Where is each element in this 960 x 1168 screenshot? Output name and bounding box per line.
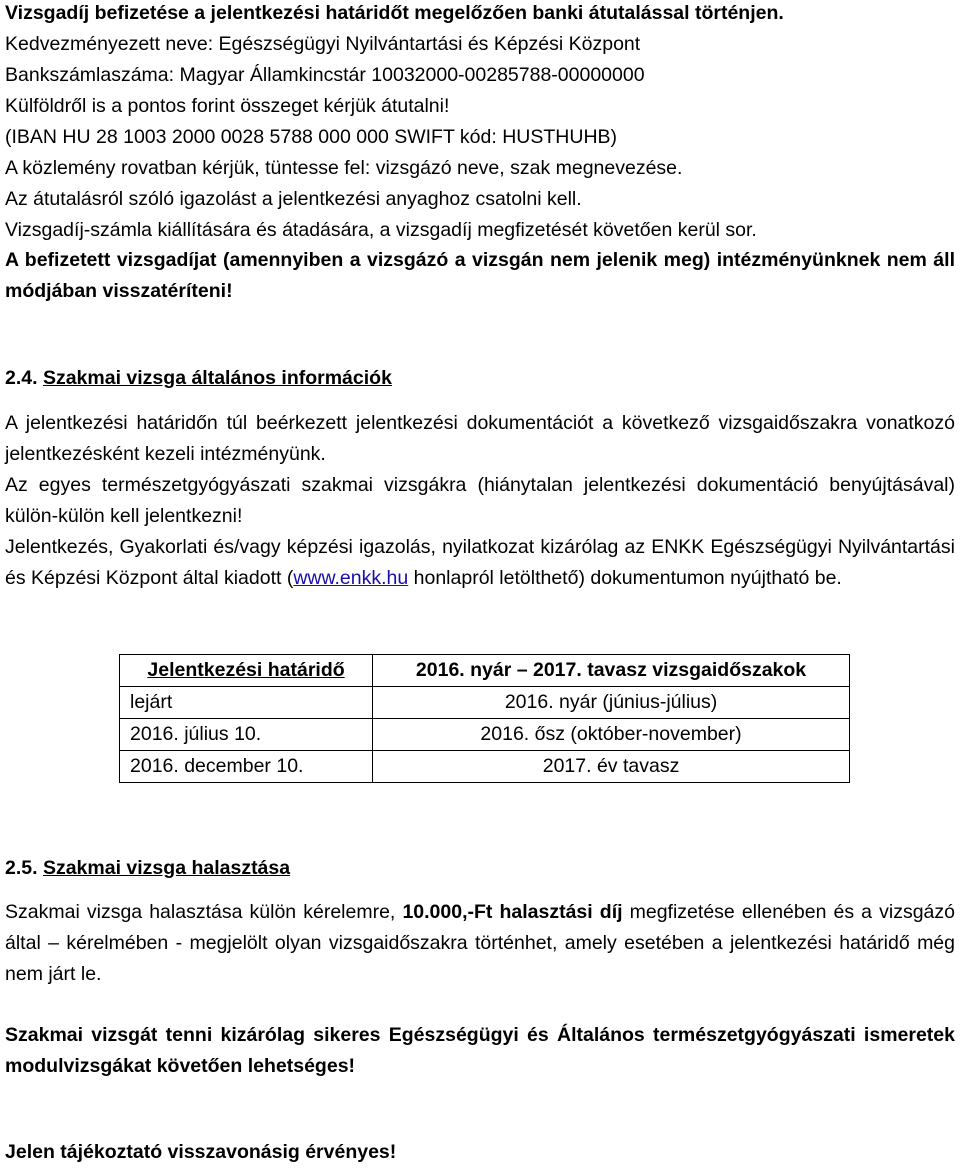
table-row	[120, 687, 850, 719]
section-2-5-heading	[5, 853, 290, 884]
section-title: Szakmai vizsga halasztása	[42, 857, 291, 879]
table-cell-period: 2016. nyár (június-július)	[373, 687, 850, 719]
beneficiary-name: Kedvezményezett neve: Egészségügyi Nyilvántartási és Képzési Központ	[5, 33, 641, 55]
payment-title: Vizsgadíj befizetése a jelentkezési határidőt megelőzően banki átutalással történjen.	[5, 2, 784, 24]
forms-paragraph	[5, 532, 955, 594]
table-cell-deadline: 2016. december 10.	[120, 751, 373, 783]
table-cell-period: 2016. ősz (október-november)	[373, 719, 850, 751]
table-row	[120, 719, 850, 751]
enkk-website-link[interactable]: www.enkk.hu	[293, 567, 409, 590]
validity-note: Jelen tájékoztató visszavonásig érvényes!	[5, 1141, 397, 1163]
refund-warning: A befizetett vizsgadíjat (amennyiben a vizsgázó a vizsgán nem jelenik meg) intézményünknek nem áll módjában visszatéríteni!	[5, 249, 955, 303]
late-application-paragraph: A jelentkezési határidőn túl beérkezett jelentkezési dokumentációt a következő vizsgaidőszakra vonatkozó jelentkezésként kezeli intézményünk.	[5, 412, 955, 466]
separate-application-paragraph: Az egyes természetgyógyászati szakmai vizsgákra (hiánytalan jelentkezési dokumentáció benyújtásával) külön-külön kell jelentkezni!	[5, 474, 955, 528]
forms-text-after: honlapról letölthető) dokumentumon nyújtható be.	[408, 567, 842, 590]
postponement-text-before: Szakmai vizsga halasztása külön kérelemre,	[5, 901, 403, 923]
table-cell-period: 2017. év tavasz	[373, 751, 850, 783]
table-header-deadline: Jelentkezési határidő	[120, 655, 373, 687]
module-exam-requirement: Szakmai vizsgát tenni kizárólag sikeres Egészségügyi és Általános természetgyógyászati ismeretek modulvizsgákat követően lehetséges!	[5, 1024, 955, 1078]
invoice-note: Vizsgadíj-számla kiállítására és átadására, a vizsgadíj megfizetését követően kerül sor.	[5, 219, 757, 241]
table-header-row	[120, 655, 850, 687]
iban-swift: (IBAN HU 28 1003 2000 0028 5788 000 000 SWIFT kód: HUSTHUHB)	[5, 126, 618, 148]
table-cell-deadline: 2016. július 10.	[120, 719, 373, 751]
section-number: 2.4.	[5, 367, 38, 389]
bank-account: Bankszámlaszáma: Magyar Államkincstár 10032000-00285788-00000000	[5, 64, 645, 86]
postponement-fee: 10.000,-Ft halasztási díj	[402, 901, 623, 923]
section-2-4-heading	[5, 363, 392, 394]
foreign-transfer-note: Külföldről is a pontos forint összeget kérjük átutalni!	[5, 95, 450, 117]
proof-note: Az átutalásról szóló igazolást a jelentkezési anyaghoz csatolni kell.	[5, 188, 582, 210]
table-cell-deadline: lejárt	[120, 687, 373, 719]
forms-text-before: Jelentkezés, Gyakorlati és/vagy képzési igazolás, nyilatkozat kizárólag az ENKK Egészségügyi Nyilvántartási és Képzési Központ által kiadott (	[5, 536, 955, 590]
postponement-paragraph	[5, 897, 955, 991]
section-number: 2.5.	[5, 857, 38, 879]
deadline-table	[119, 654, 850, 783]
section-title: Szakmai vizsga általános információk	[42, 367, 392, 389]
table-row	[120, 751, 850, 783]
postponement-text-after: megfizetése ellenében és a vizsgázó által – kérelmében - megjelölt olyan vizsgaidőszakra történhet, amely esetében a jelentkezési határidő még nem járt le.	[5, 901, 955, 986]
table-header-periods: 2016. nyár – 2017. tavasz vizsgaidőszakok	[373, 655, 850, 687]
reference-note: A közlemény rovatban kérjük, tüntesse fel: vizsgázó neve, szak megnevezése.	[5, 157, 683, 179]
